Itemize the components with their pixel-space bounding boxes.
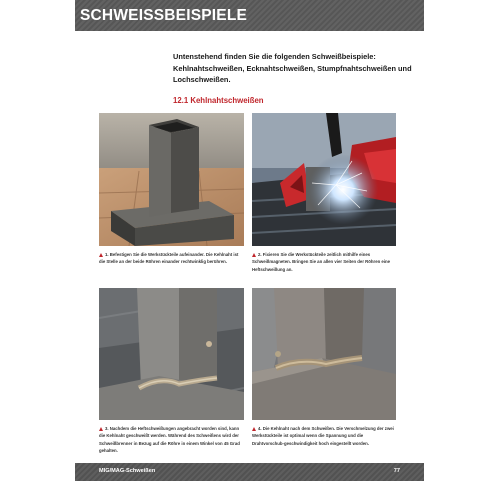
footer-band bbox=[75, 463, 424, 481]
photo-tube-assembly bbox=[99, 113, 244, 246]
step-text: 1. Befestigen Sie die Werkstückteile aufeinander. Die Kehlnaht ist die Stelle an der beide Röhren einander rechtwinklig berühren. bbox=[99, 252, 239, 265]
step-text: 3. Nachdem die Heftschweißungen angebracht worden sind, kann die Kehlnaht geschweißt werden. Während des Schweißens wird der Schweißbrenner in Bezug auf die Röhre in einem Winkel von 45 Grad gehalten. bbox=[99, 426, 240, 454]
photo-tack-welding bbox=[252, 113, 396, 246]
header-band bbox=[75, 0, 424, 31]
step-caption-1 bbox=[99, 251, 244, 266]
warning-triangle-icon bbox=[99, 253, 103, 257]
intro-text: Untenstehend finden Sie die folgenden Schweißbeispiele: Kehlnahtschweißen, Ecknahtschweißen, Stumpfnahtschweißen und Lochschweißen. bbox=[173, 52, 412, 84]
page-number: 77 bbox=[393, 468, 400, 474]
warning-triangle-icon bbox=[252, 253, 256, 257]
step-text: 4. Die Kehlnaht nach dem Schweißen. Die Verschmelzung der zwei Werkstückteile ist optimal wenn die Spannung und die Drahtvorschub-geschwindigkeit hoch eingestellt worden. bbox=[252, 426, 394, 446]
warning-triangle-icon bbox=[99, 427, 103, 431]
photo-finished-weld bbox=[252, 288, 396, 420]
photo-fillet-welding bbox=[99, 288, 244, 420]
section-heading: 12.1 Kehlnahtschweißen bbox=[173, 96, 264, 105]
step-caption-3 bbox=[99, 425, 244, 455]
step-caption-4 bbox=[252, 425, 396, 447]
step-text: 2. Fixieren Sie die Werkstückteile zeitlich mithilfe eines Schweißmagneten. Bringen Sie an allen vier Seiten der Röhren eine Heftschweißung an. bbox=[252, 252, 391, 272]
document-page bbox=[75, 0, 424, 500]
step-caption-2 bbox=[252, 251, 396, 273]
page-title: SCHWEISSBEISPIELE bbox=[80, 7, 248, 24]
warning-triangle-icon bbox=[252, 427, 256, 431]
footer-chapter: MIG/MAG-Schweißen bbox=[99, 468, 156, 474]
